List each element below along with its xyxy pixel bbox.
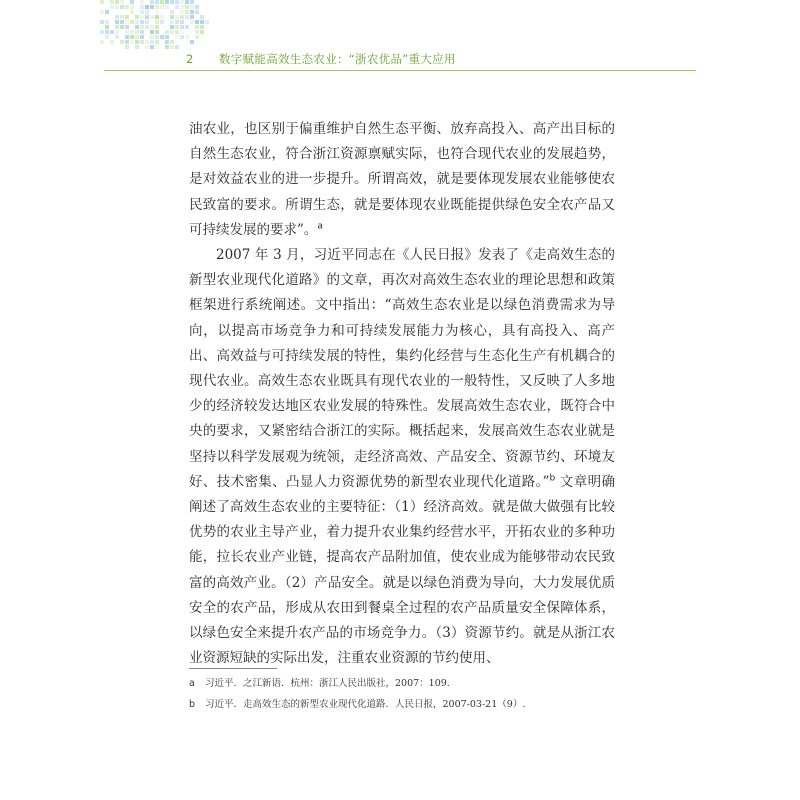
mosaic-tile <box>135 25 139 29</box>
footnote-label: a <box>189 678 195 689</box>
mosaic-tile <box>180 20 184 24</box>
mosaic-tile <box>145 25 149 29</box>
mosaic-tile <box>150 25 154 29</box>
mosaic-tile <box>175 5 179 9</box>
mosaic-tile <box>200 25 204 29</box>
mosaic-tile <box>175 45 179 49</box>
mosaic-tile <box>170 0 174 4</box>
paragraph-text: 文章明确阐述了高效生态农业的主要特征：（1）经济高效。就是做大做强有比较优势的农业主导产业，着力提升农业集约经营水平，开拓农业的多种功能，拉长农业产业链，提高农产品附加值，使农业成为能够带动农民致富的高效产业。（2）产品安全。就是以绿色消费为导向，大力发展优质安全的农产品，形成从农田到餐桌全过程的农产品质量安全保障体系，以绿色安全来提升农产品的市场竞争力。（3）资源节约。就是从浙江农业资源短缺的实际出发，注重农业资源的节约使用、 <box>189 473 616 667</box>
mosaic-tile <box>115 35 119 39</box>
mosaic-tile <box>195 30 199 34</box>
running-title: 数字赋能高效生态农业：“浙农优品”重大应用 <box>219 52 456 66</box>
mosaic-tile <box>135 35 139 39</box>
mosaic-tile <box>205 20 209 24</box>
mosaic-tile <box>180 5 184 9</box>
mosaic-tile <box>105 25 109 29</box>
mosaic-tile <box>115 15 119 19</box>
mosaic-tile <box>165 40 169 44</box>
mosaic-tile <box>140 15 144 19</box>
mosaic-tile <box>185 10 189 14</box>
mosaic-tile <box>140 40 144 44</box>
mosaic-tile <box>120 20 124 24</box>
mosaic-tile <box>145 40 149 44</box>
paragraph-text: 油农业，也区别于偏重维护自然生态平衡、放弃高投入、高产出目标的自然生态农业，符合浙江资源禀赋实际，也符合现代农业的发展趋势，是对效益农业的进一步提升。所谓高效，就是要体现发展农业能够使农民致富的要求。所谓生态，就是要体现农业既能提供绿色安全农产品又可持续发展的要求”。 <box>189 121 615 238</box>
mosaic-tile <box>120 40 124 44</box>
footnote-text: 习近平．走高效生态的新型农业现代化道路．人民日报，2007-03-21（9）. <box>205 699 526 710</box>
mosaic-tile <box>185 5 189 9</box>
mosaic-tile <box>155 5 159 9</box>
mosaic-tile <box>125 45 129 49</box>
mosaic-tile <box>125 35 129 39</box>
mosaic-tile <box>110 0 114 4</box>
mosaic-tile <box>165 0 169 4</box>
paragraph <box>189 117 615 243</box>
mosaic-tile <box>150 45 154 49</box>
mosaic-tile <box>170 45 174 49</box>
mosaic-tile <box>160 5 164 9</box>
mosaic-tile <box>115 25 119 29</box>
mosaic-tile <box>115 0 119 4</box>
mosaic-tile <box>135 15 139 19</box>
mosaic-tile <box>100 30 104 34</box>
mosaic-tile <box>160 0 164 4</box>
mosaic-tile <box>135 20 139 24</box>
mosaic-tile <box>120 0 124 4</box>
mosaic-tile <box>170 40 174 44</box>
mosaic-tile <box>140 10 144 14</box>
mosaic-tile <box>130 30 134 34</box>
mosaic-tile <box>145 5 149 9</box>
mosaic-tile <box>125 15 129 19</box>
mosaic-tile <box>115 30 119 34</box>
mosaic-tile <box>160 35 164 39</box>
mosaic-tile <box>120 5 124 9</box>
mosaic-tile <box>180 30 184 34</box>
corner-decoration <box>100 0 210 52</box>
body-text <box>189 117 615 671</box>
mosaic-tile <box>140 0 144 4</box>
footnote <box>189 694 615 715</box>
mosaic-tile <box>155 20 159 24</box>
mosaic-tile <box>170 15 174 19</box>
mosaic-tile <box>160 15 164 19</box>
mosaic-tile <box>200 30 204 34</box>
page-header <box>104 50 696 71</box>
mosaic-tile <box>155 10 159 14</box>
mosaic-tile <box>165 30 169 34</box>
mosaic-tile <box>170 30 174 34</box>
mosaic-tile <box>130 5 134 9</box>
mosaic-tile <box>190 40 194 44</box>
page-number: 2 <box>186 52 194 66</box>
mosaic-tile <box>140 25 144 29</box>
mosaic-tile <box>125 30 129 34</box>
mosaic-tile <box>125 40 129 44</box>
mosaic-tile <box>105 30 109 34</box>
mosaic-tile <box>200 20 204 24</box>
mosaic-tile <box>140 35 144 39</box>
mosaic-tile <box>155 30 159 34</box>
mosaic-tile <box>135 30 139 34</box>
mosaic-tile <box>185 35 189 39</box>
mosaic-tile <box>195 10 199 14</box>
mosaic-tile <box>175 35 179 39</box>
mosaic-tile <box>140 30 144 34</box>
mosaic-tile <box>190 0 194 4</box>
mosaic-tile <box>170 20 174 24</box>
mosaic-tile <box>155 0 159 4</box>
mosaic-tile <box>180 25 184 29</box>
mosaic-tile <box>190 10 194 14</box>
mosaic-tile <box>175 20 179 24</box>
mosaic-tile <box>180 10 184 14</box>
mosaic-tile <box>145 45 149 49</box>
mosaic-tile <box>175 30 179 34</box>
mosaic-tile <box>100 20 104 24</box>
mosaic-tile <box>100 0 104 4</box>
footnote <box>189 673 615 694</box>
mosaic-tile <box>155 35 159 39</box>
mosaic-tile <box>155 45 159 49</box>
mosaic-tile <box>165 5 169 9</box>
mosaic-tile <box>115 5 119 9</box>
mosaic-tile <box>135 40 139 44</box>
mosaic-tile <box>180 15 184 19</box>
mosaic-tile <box>195 20 199 24</box>
mosaic-tile <box>110 30 114 34</box>
mosaic-tile <box>170 10 174 14</box>
mosaic-tile <box>185 0 189 4</box>
mosaic-tile <box>150 30 154 34</box>
mosaic-tile <box>110 40 114 44</box>
mosaic-tile <box>140 20 144 24</box>
footnote-reference[interactable]: b <box>549 473 556 484</box>
mosaic-tile <box>135 45 139 49</box>
mosaic-tile <box>140 5 144 9</box>
mosaic-tile <box>115 20 119 24</box>
mosaic-tile <box>200 15 204 19</box>
mosaic-tile <box>150 5 154 9</box>
footnote-label: b <box>189 699 196 710</box>
mosaic-tile <box>120 15 124 19</box>
mosaic-tile <box>155 40 159 44</box>
mosaic-tile <box>100 10 104 14</box>
mosaic-tile <box>175 25 179 29</box>
mosaic-tile <box>150 35 154 39</box>
mosaic-tile <box>130 40 134 44</box>
mosaic-tile <box>195 35 199 39</box>
footnotes <box>189 673 615 715</box>
paragraph <box>189 243 615 671</box>
mosaic-tile <box>170 25 174 29</box>
mosaic-tile <box>150 40 154 44</box>
mosaic-tile <box>180 0 184 4</box>
mosaic-tile <box>125 20 129 24</box>
mosaic-tile <box>125 5 129 9</box>
mosaic-tile <box>125 25 129 29</box>
mosaic-tile <box>195 25 199 29</box>
mosaic-tile <box>190 20 194 24</box>
mosaic-tile <box>105 35 109 39</box>
paragraph-text: 2007 年 3 月，习近平同志在《人民日报》发表了《走高效生态的新型农业现代化道路》的文章，再次对高效生态农业的理论思想和政策框架进行系统阐述。文中指出：“高效生态农业是以绿色消费需求为导向，以提高市场竞争力和可持续发展能力为核心，具有高投入、高产出、高效益与可持续发展的特性，集约化经营与生态化生产有机耦合的现代农业。高效生态农业既具有现代农业的一般特性，又反映了人多地少的经济较发达地区农业发展的特殊性。发展高效生态农业，既符合中央的要求，又紧密结合浙江的实际。概括起来，发展高效生态农业就是坚持以科学发展观为统领，走经济高效、产品安全、资源节约、环境友好、技术密集、凸显人力资源优势的新型农业现代化道路。” <box>189 247 615 490</box>
mosaic-tile <box>150 0 154 4</box>
mosaic-tile <box>185 15 189 19</box>
mosaic-tile <box>130 20 134 24</box>
mosaic-tile <box>130 35 134 39</box>
mosaic-tile <box>175 15 179 19</box>
mosaic-tile <box>155 25 159 29</box>
mosaic-tile <box>130 10 134 14</box>
mosaic-tile <box>165 35 169 39</box>
footnote-reference[interactable]: a <box>317 221 323 232</box>
mosaic-tile <box>190 5 194 9</box>
mosaic-tile <box>195 5 199 9</box>
mosaic-tile <box>105 10 109 14</box>
mosaic-tile <box>160 20 164 24</box>
mosaic-tile <box>145 10 149 14</box>
mosaic-tile <box>180 35 184 39</box>
mosaic-tile <box>145 20 149 24</box>
mosaic-tile <box>145 15 149 19</box>
mosaic-tile <box>150 15 154 19</box>
mosaic-tile <box>175 0 179 4</box>
footnote-text: 习近平．之江新语．杭州：浙江人民出版社，2007：109. <box>205 678 450 689</box>
mosaic-tile <box>185 25 189 29</box>
mosaic-tile <box>165 45 169 49</box>
mosaic-tile <box>105 20 109 24</box>
mosaic-tile <box>190 15 194 19</box>
mosaic-tile <box>100 40 104 44</box>
mosaic-tile <box>155 15 159 19</box>
mosaic-tile <box>110 5 114 9</box>
footnote-rule <box>189 668 277 669</box>
mosaic-tile <box>120 25 124 29</box>
mosaic-tile <box>130 0 134 4</box>
